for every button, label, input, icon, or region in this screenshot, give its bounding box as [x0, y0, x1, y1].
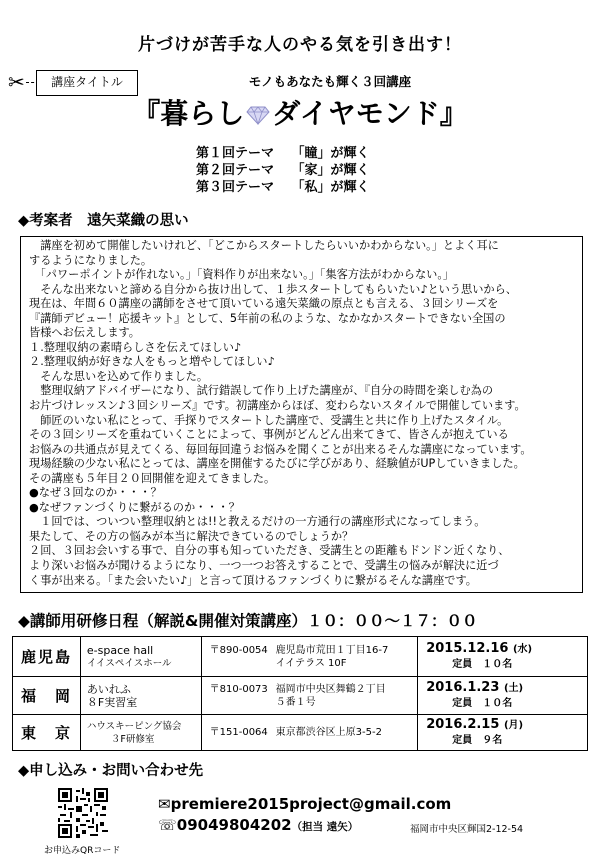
zip-code: 〒151-0064 — [209, 727, 268, 738]
date-cell — [418, 677, 588, 715]
section-heading-contact: ◆申し込み・お問い合わせ先 — [18, 763, 204, 779]
contact-address: 福岡市中央区輝国2-12-54 — [410, 824, 524, 835]
weekday: (水) — [512, 644, 533, 655]
address-line: 福岡市中央区舞鶴２丁目 — [275, 683, 386, 695]
phone-icon: ☏ — [158, 816, 177, 834]
venue-cell — [80, 637, 201, 677]
email-text: premiere2015project@gmail.com — [170, 795, 452, 813]
essay-line: く事が出来る。「また会いたい♪」と言って頂けるファンづくりに繋がるそんな講座です。 — [29, 573, 477, 587]
theme-row — [196, 179, 370, 196]
essay-line: 師匠のいない私にとって、手探りでスタートした講座で、受講生と共に作り上げたスタイル。 — [29, 413, 509, 427]
theme-label: 第１回テーマ — [196, 146, 275, 161]
qr-code-icon[interactable] — [58, 788, 108, 838]
subtitle: モノもあなたも輝く３回講座 — [248, 74, 412, 89]
qr-label: お申込みQRコード — [44, 846, 121, 856]
essay-line: お片づけレッスン♪３回シリーズ』です。初講座からほぼ、変わらないスタイルで開催しています。 — [29, 399, 526, 413]
address-line: イイテラス 10F — [275, 657, 347, 669]
course-tag: 講座タイトル — [36, 70, 138, 96]
essay-line: 講座を初めて開催したいけれど、「どこからスタートしたらいいかわからない。」とよく耳に — [29, 239, 499, 252]
phone-note: （担当 遠矢） — [291, 821, 359, 833]
venue-name: e-space hall — [86, 643, 154, 657]
headline: 片づけが苦手な人のやる気を引き出す！ — [138, 35, 462, 55]
essay-line: ２.整理収納が好きな人をもっと増やしてほしい♪ — [29, 355, 275, 369]
essay-line: ２回、３回お会いする事で、自分の事も知っていただき、受講生との距離もドンドン近くなり、 — [29, 544, 510, 558]
date-cell — [418, 715, 588, 751]
zip-code: 〒810-0073 — [209, 683, 268, 695]
schedule-table — [12, 636, 588, 751]
essay-line: ●なぜファンづくりに繋がるのか・・・？ — [29, 500, 240, 514]
capacity: 定員 ９名 — [452, 735, 503, 746]
essay-line: 現場経験の少ない私にとっては、講座を開催するたびに学びがあり、経験値がUPしていきました。 — [29, 457, 525, 471]
phone-number: 09049804202 — [176, 816, 292, 834]
theme-text: 「私」が輝く — [291, 180, 370, 195]
essay-line: より深いお悩みが聞けるようになり、一つ一つお答えすることで、受講生の悩みが解決に近づ — [29, 559, 499, 573]
contact-email[interactable] — [158, 795, 451, 813]
date: 2016.2.15 — [426, 717, 500, 732]
address-line: 東京都渋谷区上原3-5-2 — [275, 727, 382, 738]
address-cell — [201, 715, 418, 751]
theme-label: 第２回テーマ — [196, 163, 275, 178]
city-cell: 福 岡 — [13, 677, 81, 715]
essay-line: その３回シリーズを重ねていくことによって、事例がどんどん出来てきて、皆さんが抱えている — [29, 428, 509, 442]
essay-line: 「パワーポイントが作れない。」「資料作りが出来ない。」「集客方法がわからない。」 — [29, 268, 455, 282]
essay-line: 整理収納アドバイザーになり、試行錯誤して作り上げた講座が、『自分の時間を楽しむ為の — [29, 384, 494, 398]
contact-phone[interactable] — [158, 816, 358, 834]
diamond-icon — [246, 105, 270, 125]
title-open: 『暮らし — [132, 97, 245, 130]
venue-name: あいれふ — [86, 682, 131, 696]
venue-sub: ８F実習室 — [86, 695, 138, 709]
essay-line: 現在は、年間６０講座の講師をさせて頂いている遠矢菜織の原点とも言える、３回シリーズを — [29, 297, 499, 311]
theme-label: 第３回テーマ — [196, 180, 275, 195]
table-row — [13, 677, 588, 715]
essay-line: 果たして、その方の悩みが本当に解決できているのでしょうか？ — [29, 529, 354, 543]
theme-text: 「瞳」が輝く — [291, 146, 370, 161]
scissors-icon: ✂ — [8, 70, 25, 94]
mail-icon: ✉ — [158, 795, 171, 813]
date-cell — [418, 637, 588, 677]
address-cell — [201, 637, 418, 677]
essay-line: 皆様へお伝えします。 — [29, 326, 140, 340]
date: 2015.12.16 — [426, 641, 509, 656]
theme-row — [196, 145, 370, 162]
theme-list — [196, 145, 370, 196]
essay-line: するようになりました。 — [29, 253, 153, 267]
address-line: 鹿児島市荒田１丁目16-7 — [275, 644, 389, 656]
section-heading-schedule: ◆講師用研修日程（解説&開催対策講座）１０：００～１７：００ — [18, 612, 478, 630]
table-row — [13, 715, 588, 751]
weekday: (月) — [503, 720, 524, 731]
table-row — [13, 637, 588, 677]
city-cell: 鹿児島 — [13, 637, 81, 677]
theme-row — [196, 162, 370, 179]
theme-text: 「家」が輝く — [291, 163, 370, 178]
essay-line: １.整理収納の素晴らしさを伝えてほしい♪ — [29, 340, 242, 354]
essay-box — [20, 236, 583, 593]
title-close: ダイヤモンド』 — [272, 97, 468, 130]
city-cell: 東 京 — [13, 715, 81, 751]
zip-code: 〒890-0054 — [209, 644, 268, 656]
essay-line: 『講師デビュー！応援キット』として、5年前の私のような、なかなかスタートできない全国の — [29, 311, 506, 325]
date: 2016.1.23 — [426, 680, 500, 695]
address-cell — [201, 677, 418, 715]
address-line: ５番１号 — [275, 696, 316, 708]
section-heading-thoughts: ◆考案者 遠矢菜織の思い — [18, 213, 189, 229]
capacity: 定員 １０名 — [452, 698, 513, 709]
venue-cell — [80, 677, 201, 715]
venue-sub: イイスペイスホール — [86, 657, 172, 669]
weekday: (土) — [503, 683, 524, 694]
essay-line: ●なぜ３回なのか・・・？ — [29, 486, 162, 500]
venue-name: ハウスキーピング協会 — [86, 720, 182, 732]
essay-line: １回では、ついつい整理収納とは!!と教えるだけの一方通行の講座形式になってしまう。 — [29, 515, 486, 529]
essay-line: その講座も５年目２０回開催を迎えてきました。 — [29, 471, 276, 485]
venue-sub: ３F研修室 — [110, 733, 155, 745]
essay-line: そんな思いを込めて作りました。 — [29, 369, 209, 383]
venue-cell — [80, 715, 201, 751]
essay-line: お悩みの共通点が見えてくる、毎回毎回違うお悩みを聞くことが出来るそんな講座になっています。 — [29, 442, 532, 456]
capacity: 定員 １０名 — [452, 659, 513, 670]
essay-line: そんな出来ないと諦める自分から抜け出して、１歩スタートしてもらいたい♪という思いから、 — [29, 282, 517, 296]
main-title — [0, 92, 600, 136]
